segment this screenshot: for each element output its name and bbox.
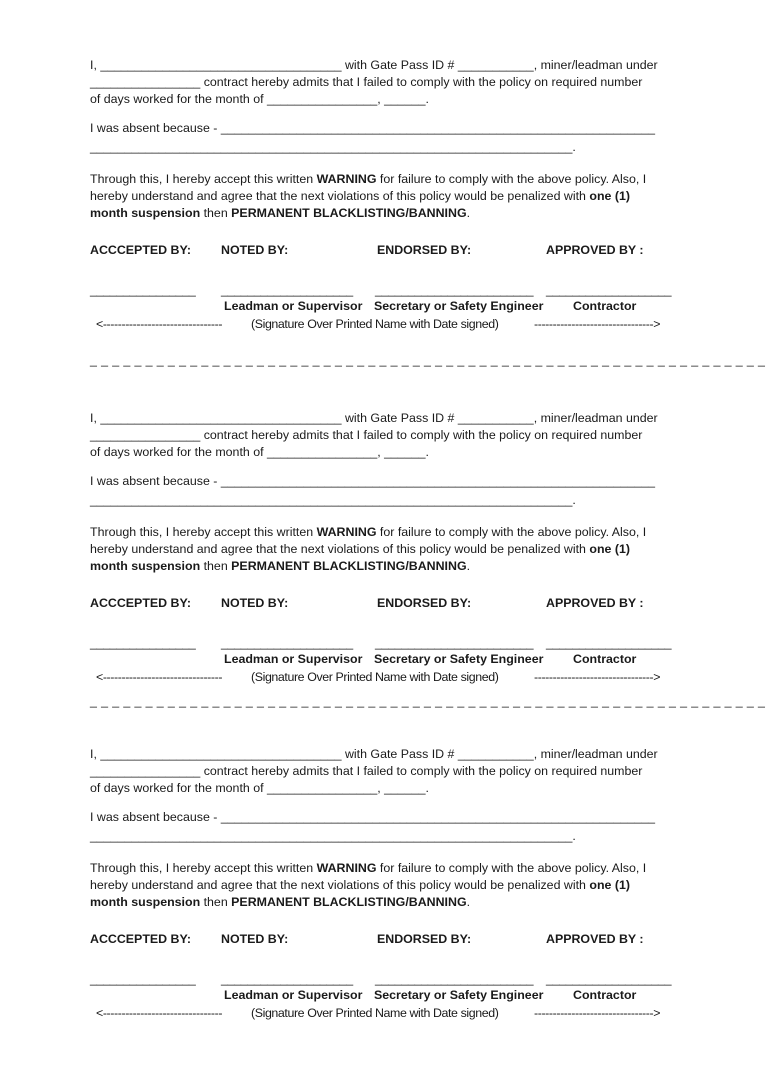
signature-caption-row xyxy=(90,316,680,332)
signatory-titles xyxy=(90,651,680,667)
absent-line: I was absent because - _______________________________________________________________ xyxy=(90,474,656,488)
endorsed-by-label: ENDORSED BY: xyxy=(377,596,472,610)
signature-lines xyxy=(90,282,680,298)
absent-continuation: ______________________________________________________________________. xyxy=(90,829,576,843)
endorsed-signature-line: ________________________ xyxy=(375,283,534,297)
accepted-by-label: ACCCEPTED BY: xyxy=(90,243,191,257)
warning-word: WARNING xyxy=(316,525,377,539)
signature-lines xyxy=(90,635,680,651)
approved-signature-line: ___________________ xyxy=(546,636,672,650)
noted-by-label: NOTED BY: xyxy=(221,243,289,257)
signature-caption-row xyxy=(90,1005,680,1021)
contractor-title: Contractor xyxy=(573,299,637,313)
absent-line: I was absent because - _______________________________________________________________ xyxy=(90,810,656,824)
paragraph-line-1: Through this, I hereby accept this written WARNING for failure to comply with the above policy. Also, I xyxy=(90,525,647,539)
arrow-left: <-------------------------------- xyxy=(96,670,223,684)
contractor-title: Contractor xyxy=(573,652,637,666)
approved-by-label: APPROVED BY : xyxy=(546,596,644,610)
warning-word: WARNING xyxy=(316,172,377,186)
form-line-3: of days worked for the month of ________________, ______. xyxy=(90,92,429,106)
paragraph-line-1: Through this, I hereby accept this written WARNING for failure to comply with the above policy. Also, I xyxy=(90,861,647,875)
accepted-signature-line: ________________ xyxy=(90,283,196,297)
noted-signature-line: ____________________ xyxy=(221,636,353,650)
arrow-right: --------------------------------> xyxy=(534,670,661,684)
secretary-title: Secretary or Safety Engineer xyxy=(374,988,544,1002)
paragraph-line-3: month suspension then PERMANENT BLACKLISTING/BANNING. xyxy=(90,559,471,573)
absent-continuation: ______________________________________________________________________. xyxy=(90,140,576,154)
approved-by-label: APPROVED BY : xyxy=(546,932,644,946)
signatory-titles xyxy=(90,987,680,1003)
approved-signature-line: ___________________ xyxy=(546,972,672,986)
paragraph-line-3: month suspension then PERMANENT BLACKLISTING/BANNING. xyxy=(90,895,471,909)
absent-line: I was absent because - _______________________________________________________________ xyxy=(90,121,656,135)
signature-caption: (Signature Over Printed Name with Date signed) xyxy=(251,1006,499,1020)
accepted-by-label: ACCCEPTED BY: xyxy=(90,932,191,946)
secretary-title: Secretary or Safety Engineer xyxy=(374,652,544,666)
signature-caption: (Signature Over Printed Name with Date signed) xyxy=(251,317,499,331)
arrow-left: <-------------------------------- xyxy=(96,1006,223,1020)
cut-separator-1: _ _ _ _ _ _ _ _ _ _ _ _ _ _ _ _ _ _ _ _ _ _ _ _ _ _ _ _ _ _ _ _ _ _ _ _ _ _ _ _ _ _ _ _ _ _ _ _ _ _ _ _ _ _ _ _ _ _ _ _ _ xyxy=(90,353,766,367)
accepted-signature-line: ________________ xyxy=(90,972,196,986)
absent-continuation: ______________________________________________________________________. xyxy=(90,493,576,507)
noted-by-label: NOTED BY: xyxy=(221,596,289,610)
form-line-2: ________________ contract hereby admits that I failed to comply with the policy on required number xyxy=(90,428,643,442)
endorsed-signature-line: ________________________ xyxy=(375,636,534,650)
noted-signature-line: ____________________ xyxy=(221,283,353,297)
warning-word: WARNING xyxy=(316,861,377,875)
paragraph-line-3: month suspension then PERMANENT BLACKLISTING/BANNING. xyxy=(90,206,471,220)
form-line-1: I, ___________________________________ with Gate Pass ID # ___________, miner/leadman under xyxy=(90,58,658,72)
form-line-1: I, ___________________________________ with Gate Pass ID # ___________, miner/leadman under xyxy=(90,747,658,761)
noted-by-label: NOTED BY: xyxy=(221,932,289,946)
paragraph-line-1: Through this, I hereby accept this written WARNING for failure to comply with the above policy. Also, I xyxy=(90,172,647,186)
paragraph-line-2: hereby understand and agree that the next violations of this policy would be penalized with one (1) xyxy=(90,189,631,203)
roles-row xyxy=(90,931,680,947)
approved-signature-line: ___________________ xyxy=(546,283,672,297)
form-line-1: I, ___________________________________ with Gate Pass ID # ___________, miner/leadman under xyxy=(90,411,658,425)
signature-caption: (Signature Over Printed Name with Date signed) xyxy=(251,670,499,684)
signatory-titles xyxy=(90,298,680,314)
cut-separator-2: _ _ _ _ _ _ _ _ _ _ _ _ _ _ _ _ _ _ _ _ _ _ _ _ _ _ _ _ _ _ _ _ _ _ _ _ _ _ _ _ _ _ _ _ _ _ _ _ _ _ _ _ _ _ _ _ _ _ _ _ _ xyxy=(90,694,766,708)
signature-lines xyxy=(90,971,680,987)
accepted-by-label: ACCCEPTED BY: xyxy=(90,596,191,610)
form-line-2: ________________ contract hereby admits that I failed to comply with the policy on required number xyxy=(90,764,643,778)
signature-caption-row xyxy=(90,669,680,685)
accepted-signature-line: ________________ xyxy=(90,636,196,650)
endorsed-signature-line: ________________________ xyxy=(375,972,534,986)
form-line-3: of days worked for the month of ________________, ______. xyxy=(90,781,429,795)
arrow-right: --------------------------------> xyxy=(534,1006,661,1020)
arrow-left: <-------------------------------- xyxy=(96,317,223,331)
noted-signature-line: ____________________ xyxy=(221,972,353,986)
approved-by-label: APPROVED BY : xyxy=(546,243,644,257)
leadman-title: Leadman or Supervisor xyxy=(224,988,363,1002)
form-line-2: ________________ contract hereby admits that I failed to comply with the policy on required number xyxy=(90,75,643,89)
leadman-title: Leadman or Supervisor xyxy=(224,299,363,313)
form-line-3: of days worked for the month of ________________, ______. xyxy=(90,445,429,459)
roles-row xyxy=(90,242,680,258)
contractor-title: Contractor xyxy=(573,988,637,1002)
roles-row xyxy=(90,595,680,611)
leadman-title: Leadman or Supervisor xyxy=(224,652,363,666)
endorsed-by-label: ENDORSED BY: xyxy=(377,243,472,257)
endorsed-by-label: ENDORSED BY: xyxy=(377,932,472,946)
paragraph-line-2: hereby understand and agree that the next violations of this policy would be penalized with one (1) xyxy=(90,878,631,892)
paragraph-line-2: hereby understand and agree that the next violations of this policy would be penalized with one (1) xyxy=(90,542,631,556)
secretary-title: Secretary or Safety Engineer xyxy=(374,299,544,313)
arrow-right: --------------------------------> xyxy=(534,317,661,331)
